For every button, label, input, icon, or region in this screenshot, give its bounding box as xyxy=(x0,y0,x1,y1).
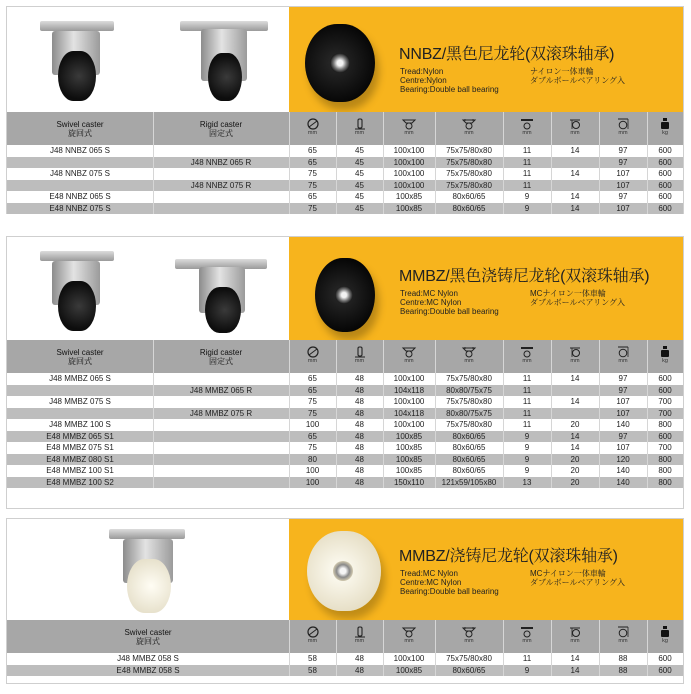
spec-cell-holes: 80x60/65 xyxy=(452,192,486,201)
product-title: MMBZ/浇铸尼龙轮(双滚珠轴承) xyxy=(399,548,618,565)
spec-cell-kg: 600 xyxy=(658,374,672,383)
unit-label: mm xyxy=(522,638,532,644)
spec-cell-d: 100 xyxy=(305,477,320,487)
spec-jp-bearing: ダブルボールベアリング入 xyxy=(530,298,626,307)
wheel-diameter-icon xyxy=(289,626,336,644)
table-row xyxy=(7,442,683,454)
spec-cell-d: 80 xyxy=(308,454,317,464)
spec-cell-holes: 75x75/80x80 xyxy=(446,146,492,155)
unit-label: mm xyxy=(618,130,628,136)
table-row xyxy=(7,373,683,385)
column-header-row xyxy=(7,620,683,653)
table-row xyxy=(7,191,683,203)
spec-cell-t: 11 xyxy=(522,408,532,418)
swivel-model-cell: J48 MMBZ 075 S xyxy=(49,397,111,406)
spec-cell-f: 14 xyxy=(570,203,580,213)
wheel-image xyxy=(315,258,375,332)
spec-cell-holes: 75x75/80x80 xyxy=(446,374,492,383)
spec-cell-w: 45 xyxy=(355,157,364,167)
spec-cell-w: 48 xyxy=(355,443,364,452)
spec-cell-kg: 600 xyxy=(658,192,672,201)
swivel-model-cell: E48 NNBZ 075 S xyxy=(49,203,111,213)
swivel-model-cell: J48 NNBZ 065 S xyxy=(49,146,111,155)
spec-cell-h: 107 xyxy=(616,169,630,178)
spec-cell-kg: 800 xyxy=(658,420,672,429)
spec-cell-plate: 104x118 xyxy=(393,408,425,418)
unit-label: mm xyxy=(404,130,414,136)
spec-cell-holes: 75x75/80x80 xyxy=(446,654,492,663)
table-row xyxy=(7,385,683,397)
spec-cell-holes: 80x60/65 xyxy=(452,203,486,213)
swivel-model-cell: J48 NNBZ 075 S xyxy=(49,169,111,178)
spec-cell-h: 120 xyxy=(616,454,630,464)
product-section-mmbz-white xyxy=(6,518,684,684)
unit-label: mm xyxy=(354,638,365,644)
rigid-model-cell: J48 NNBZ 075 R xyxy=(190,180,252,190)
spec-bearing: Bearing:Double ball bearing xyxy=(400,307,499,316)
unit-label: mm xyxy=(464,638,474,644)
swivel-model-cell: J48 MMBZ 058 S xyxy=(117,654,179,663)
rigid-caster-label: Rigid caster 固定式 xyxy=(199,120,243,138)
wheel-image xyxy=(305,24,375,102)
swivel-model-cell: E48 MMBZ 065 S1 xyxy=(46,431,114,441)
spec-cell-w: 45 xyxy=(355,146,364,155)
spec-cell-d: 75 xyxy=(308,408,317,418)
unit-label: mm xyxy=(570,638,580,644)
spec-cell-kg: 800 xyxy=(658,454,672,464)
spec-cell-f: 20 xyxy=(570,454,580,464)
spec-cell-f: 14 xyxy=(570,431,580,441)
spec-tread: Tread:MC Nylon xyxy=(400,569,458,578)
spec-cell-holes: 80x60/65 xyxy=(452,466,486,475)
spec-centre: Centre:MC Nylon xyxy=(400,578,462,587)
spec-cell-w: 48 xyxy=(355,665,364,675)
spec-cell-d: 58 xyxy=(308,654,317,663)
column-divider xyxy=(503,340,504,488)
spec-cell-kg: 600 xyxy=(658,146,672,155)
spec-cell-h: 107 xyxy=(616,180,630,190)
spec-cell-f: 14 xyxy=(570,665,580,675)
unit-label: kg xyxy=(662,130,668,136)
swivel-caster-image xyxy=(7,519,290,620)
spec-cell-d: 75 xyxy=(308,443,317,452)
table-row xyxy=(7,396,683,408)
spec-cell-t: 9 xyxy=(524,443,530,452)
product-banner xyxy=(289,519,683,620)
spec-cell-h: 107 xyxy=(616,408,630,418)
table-row xyxy=(7,145,683,157)
spec-cell-plate: 100x100 xyxy=(393,169,425,178)
spec-jp-wheel: MCナイロン一体車輪 xyxy=(530,289,606,298)
unit-label: mm xyxy=(464,130,474,136)
unit-label: mm xyxy=(522,358,532,364)
spec-cell-plate: 100x100 xyxy=(393,654,425,663)
spec-cell-kg: 600 xyxy=(658,654,672,663)
unit-label: mm xyxy=(570,358,580,364)
unit-label: mm xyxy=(404,358,414,364)
spec-cell-plate: 100x100 xyxy=(393,397,425,406)
spec-cell-plate: 104x118 xyxy=(393,385,425,395)
column-divider xyxy=(336,340,337,488)
swivel-model-cell: E48 MMBZ 080 S1 xyxy=(46,454,114,464)
spec-cell-t: 11 xyxy=(522,374,532,383)
product-title: NNBZ/黑色尼龙轮(双滚珠轴承) xyxy=(399,46,615,63)
column-divider xyxy=(599,340,600,488)
spec-cell-h: 107 xyxy=(616,397,630,406)
swivel-model-cell: J48 MMBZ 100 S xyxy=(49,420,111,429)
spec-cell-w: 48 xyxy=(355,420,364,429)
spec-cell-d: 100 xyxy=(305,466,320,475)
column-divider xyxy=(383,620,384,676)
spec-cell-plate: 100x100 xyxy=(393,374,425,383)
spec-cell-plate: 100x100 xyxy=(393,157,425,167)
spec-cell-h: 88 xyxy=(618,665,628,675)
spec-jp-wheel: ナイロン一体車輪 xyxy=(530,67,594,76)
plate-size-icon xyxy=(383,118,435,136)
table-row xyxy=(7,431,683,443)
spec-cell-w: 48 xyxy=(355,466,364,475)
spec-cell-h: 107 xyxy=(616,203,630,213)
column-divider xyxy=(289,620,290,676)
plate-size-icon xyxy=(383,346,435,364)
spec-cell-d: 75 xyxy=(308,169,317,178)
spec-cell-plate: 100x85 xyxy=(395,192,423,201)
column-header-row xyxy=(7,112,683,145)
unit-label: kg xyxy=(662,358,668,364)
spec-cell-kg: 800 xyxy=(658,477,672,487)
spec-cell-holes: 80x80/75x75 xyxy=(446,385,492,395)
spec-cell-kg: 700 xyxy=(658,408,672,418)
unit-label: mm xyxy=(618,358,628,364)
spec-bearing: Bearing:Double ball bearing xyxy=(400,85,499,94)
unit-label: mm xyxy=(307,638,318,644)
column-divider xyxy=(551,620,552,676)
swivel-model-cell: E48 MMBZ 075 S1 xyxy=(46,443,114,452)
spec-cell-holes: 75x75/80x80 xyxy=(446,397,492,406)
spec-cell-t: 9 xyxy=(524,192,530,201)
spec-cell-plate: 150x110 xyxy=(393,477,425,487)
column-divider xyxy=(503,112,504,214)
unit-label: mm xyxy=(570,130,580,136)
spec-cell-h: 88 xyxy=(618,654,628,663)
spec-cell-h: 140 xyxy=(616,466,630,475)
table-row xyxy=(7,665,683,677)
table-row xyxy=(7,465,683,477)
bolt-holes-icon xyxy=(435,626,503,644)
product-title: MMBZ/黑色浇铸尼龙轮(双滚珠轴承) xyxy=(399,268,650,285)
spec-cell-holes: 75x75/80x80 xyxy=(446,420,492,429)
column-divider xyxy=(647,112,648,214)
spec-cell-d: 65 xyxy=(308,146,317,155)
spec-cell-kg: 600 xyxy=(658,431,672,441)
overall-height-icon xyxy=(599,118,647,136)
spec-cell-t: 11 xyxy=(522,169,532,178)
tread-width-icon xyxy=(336,346,383,364)
unit-label: mm xyxy=(307,130,318,136)
swivel-model-cell: E48 MMBZ 100 S2 xyxy=(46,477,114,487)
column-divider xyxy=(647,620,648,676)
column-divider xyxy=(435,620,436,676)
spec-centre: Centre:MC Nylon xyxy=(400,298,462,307)
column-divider xyxy=(599,620,600,676)
swivel-model-cell: E48 NNBZ 065 S xyxy=(49,192,111,201)
spec-cell-t: 9 xyxy=(524,203,530,213)
swivel-offset-icon xyxy=(551,346,599,364)
spec-cell-d: 65 xyxy=(308,431,317,441)
product-section-mmbz-black xyxy=(6,236,684,509)
spec-cell-f: 20 xyxy=(570,420,580,429)
spec-cell-t: 11 xyxy=(522,157,532,167)
column-divider xyxy=(551,112,552,214)
spec-cell-h: 97 xyxy=(618,192,628,201)
rigid-caster-label: Rigid caster 固定式 xyxy=(199,348,243,366)
unit-label: kg xyxy=(662,638,668,644)
unit-label: mm xyxy=(404,638,414,644)
table-row xyxy=(7,168,683,180)
spec-cell-d: 65 xyxy=(308,374,317,383)
spec-jp-bearing: ダブルボールベアリング入 xyxy=(530,578,626,587)
spec-cell-d: 75 xyxy=(308,180,317,190)
load-capacity-icon xyxy=(647,346,683,364)
spec-cell-f: 14 xyxy=(570,146,580,155)
spec-cell-d: 75 xyxy=(308,397,317,406)
spec-cell-holes: 80x80/75x75 xyxy=(446,408,492,418)
wheel-diameter-icon xyxy=(289,346,336,364)
swivel-model-cell: E48 MMBZ 100 S1 xyxy=(46,466,114,475)
spec-bearing: Bearing:Double ball bearing xyxy=(400,587,499,596)
load-capacity-icon xyxy=(647,118,683,136)
table-row xyxy=(7,653,683,665)
spec-cell-t: 9 xyxy=(524,665,530,675)
spec-cell-kg: 600 xyxy=(658,180,672,190)
product-banner xyxy=(289,7,683,112)
rigid-model-cell: J48 NNBZ 065 R xyxy=(190,157,252,167)
swivel-caster-image xyxy=(7,7,154,112)
rigid-model-cell: J48 MMBZ 075 R xyxy=(189,408,253,418)
spec-cell-kg: 800 xyxy=(658,466,672,475)
rigid-caster-image xyxy=(153,237,290,340)
spec-cell-h: 107 xyxy=(616,443,630,452)
spec-centre: Centre:Nylon xyxy=(400,76,447,85)
spec-cell-w: 48 xyxy=(355,408,364,418)
unit-label: mm xyxy=(464,358,474,364)
plate-thickness-icon xyxy=(503,626,551,644)
column-divider xyxy=(336,620,337,676)
spec-cell-kg: 600 xyxy=(658,203,672,213)
spec-cell-w: 48 xyxy=(355,385,364,395)
spec-tread: Tread:MC Nylon xyxy=(400,289,458,298)
spec-tread: Tread:Nylon xyxy=(400,67,444,76)
spec-cell-d: 65 xyxy=(308,192,317,201)
plate-thickness-icon xyxy=(503,346,551,364)
spec-cell-d: 100 xyxy=(305,420,320,429)
plate-thickness-icon xyxy=(503,118,551,136)
spec-cell-f: 20 xyxy=(570,466,580,475)
spec-cell-h: 97 xyxy=(618,157,628,167)
load-capacity-icon xyxy=(647,626,683,644)
spec-cell-plate: 100x85 xyxy=(395,665,423,675)
spec-cell-w: 48 xyxy=(355,431,364,441)
table-row xyxy=(7,477,683,489)
column-divider xyxy=(153,112,154,214)
spec-cell-holes: 80x60/65 xyxy=(452,443,486,452)
spec-cell-plate: 100x100 xyxy=(393,146,425,155)
spec-cell-h: 140 xyxy=(616,420,630,429)
spec-cell-d: 65 xyxy=(308,385,317,395)
spec-cell-h: 97 xyxy=(618,146,628,155)
spec-cell-holes: 80x60/65 xyxy=(452,454,486,464)
spec-cell-t: 9 xyxy=(524,454,530,464)
column-divider xyxy=(153,340,154,488)
spec-cell-plate: 100x100 xyxy=(393,180,425,190)
spec-cell-w: 48 xyxy=(355,654,364,663)
spec-jp-wheel: MCナイロン一体車輪 xyxy=(530,569,606,578)
spec-cell-holes: 80x60/65 xyxy=(452,431,486,441)
table-row xyxy=(7,203,683,215)
plate-size-icon xyxy=(383,626,435,644)
spec-cell-t: 11 xyxy=(522,385,532,395)
unit-label: mm xyxy=(354,358,365,364)
spec-cell-w: 45 xyxy=(355,192,364,201)
unit-label: mm xyxy=(522,130,532,136)
spec-cell-w: 45 xyxy=(355,169,364,178)
spec-cell-f: 14 xyxy=(570,654,580,663)
spec-cell-f: 14 xyxy=(570,169,580,178)
column-divider xyxy=(383,112,384,214)
spec-cell-kg: 700 xyxy=(658,443,672,452)
table-row xyxy=(7,408,683,420)
unit-label: mm xyxy=(618,638,628,644)
spec-cell-kg: 600 xyxy=(658,169,672,178)
spec-cell-w: 48 xyxy=(355,397,364,406)
unit-label: mm xyxy=(307,358,318,364)
bolt-holes-icon xyxy=(435,346,503,364)
overall-height-icon xyxy=(599,346,647,364)
swivel-caster-label: Swivel caster 旋回式 xyxy=(56,120,104,138)
spec-cell-t: 9 xyxy=(524,466,530,475)
spec-cell-t: 11 xyxy=(522,397,532,406)
swivel-caster-label: Swivel caster 旋回式 xyxy=(56,348,104,366)
spec-cell-plate: 100x85 xyxy=(395,203,423,213)
spec-cell-plate: 100x100 xyxy=(393,420,425,429)
swivel-offset-icon xyxy=(551,118,599,136)
spec-cell-kg: 600 xyxy=(658,385,672,395)
spec-cell-d: 58 xyxy=(308,665,317,675)
spec-cell-t: 11 xyxy=(522,420,532,429)
rigid-model-cell: J48 MMBZ 065 R xyxy=(189,385,253,395)
bolt-holes-icon xyxy=(435,118,503,136)
column-divider xyxy=(647,340,648,488)
spec-cell-holes: 75x75/80x80 xyxy=(446,180,492,190)
spec-cell-h: 140 xyxy=(616,477,630,487)
column-divider xyxy=(435,340,436,488)
column-header-row xyxy=(7,340,683,373)
spec-cell-h: 97 xyxy=(618,385,628,395)
swivel-caster-image xyxy=(7,237,154,340)
spec-cell-kg: 600 xyxy=(658,665,672,675)
column-divider xyxy=(336,112,337,214)
spec-cell-f: 14 xyxy=(570,374,580,383)
spec-cell-h: 97 xyxy=(618,374,628,383)
table-row xyxy=(7,157,683,169)
product-section-nnbz xyxy=(6,6,684,214)
spec-cell-f: 14 xyxy=(570,397,580,406)
rigid-caster-image xyxy=(153,7,290,112)
spec-cell-plate: 100x85 xyxy=(395,454,423,464)
spec-cell-t: 9 xyxy=(524,431,530,441)
column-divider xyxy=(435,112,436,214)
swivel-caster-label: Swivel caster 旋回式 xyxy=(124,628,172,646)
spec-cell-f: 14 xyxy=(570,192,580,201)
column-divider xyxy=(383,340,384,488)
wheel-diameter-icon xyxy=(289,118,336,136)
table-row xyxy=(7,419,683,431)
spec-cell-t: 11 xyxy=(522,180,532,190)
spec-cell-w: 48 xyxy=(355,374,364,383)
spec-cell-w: 45 xyxy=(355,180,364,190)
spec-cell-f: 14 xyxy=(570,443,580,452)
column-divider xyxy=(289,340,290,488)
spec-cell-holes: 121x59/105x80 xyxy=(441,477,497,487)
spec-jp-bearing: ダブルボールベアリング入 xyxy=(530,76,626,85)
column-divider xyxy=(599,112,600,214)
table-row xyxy=(7,180,683,192)
column-divider xyxy=(551,340,552,488)
spec-cell-holes: 80x60/65 xyxy=(452,665,486,675)
table-row xyxy=(7,454,683,466)
spec-cell-kg: 600 xyxy=(658,157,672,167)
spec-cell-t: 11 xyxy=(522,654,532,663)
spec-cell-h: 97 xyxy=(618,431,628,441)
spec-cell-d: 75 xyxy=(308,203,317,213)
spec-cell-holes: 75x75/80x80 xyxy=(446,169,492,178)
spec-cell-f: 20 xyxy=(570,477,580,487)
spec-cell-kg: 700 xyxy=(658,397,672,406)
overall-height-icon xyxy=(599,626,647,644)
unit-label: mm xyxy=(354,130,365,136)
spec-cell-d: 65 xyxy=(308,157,317,167)
column-divider xyxy=(503,620,504,676)
swivel-offset-icon xyxy=(551,626,599,644)
spec-cell-w: 48 xyxy=(355,477,364,487)
tread-width-icon xyxy=(336,118,383,136)
spec-cell-plate: 100x85 xyxy=(395,443,423,452)
spec-cell-holes: 75x75/80x80 xyxy=(446,157,492,167)
spec-cell-t: 13 xyxy=(522,477,532,487)
swivel-model-cell: E48 MMBZ 058 S xyxy=(116,665,180,675)
wheel-image xyxy=(307,531,381,611)
spec-cell-w: 48 xyxy=(355,454,364,464)
spec-cell-plate: 100x85 xyxy=(395,431,423,441)
spec-cell-t: 11 xyxy=(522,146,532,155)
product-banner xyxy=(289,237,683,340)
spec-cell-plate: 100x85 xyxy=(395,466,423,475)
tread-width-icon xyxy=(336,626,383,644)
spec-cell-w: 45 xyxy=(355,203,364,213)
column-divider xyxy=(289,112,290,214)
swivel-model-cell: J48 MMBZ 065 S xyxy=(49,374,111,383)
